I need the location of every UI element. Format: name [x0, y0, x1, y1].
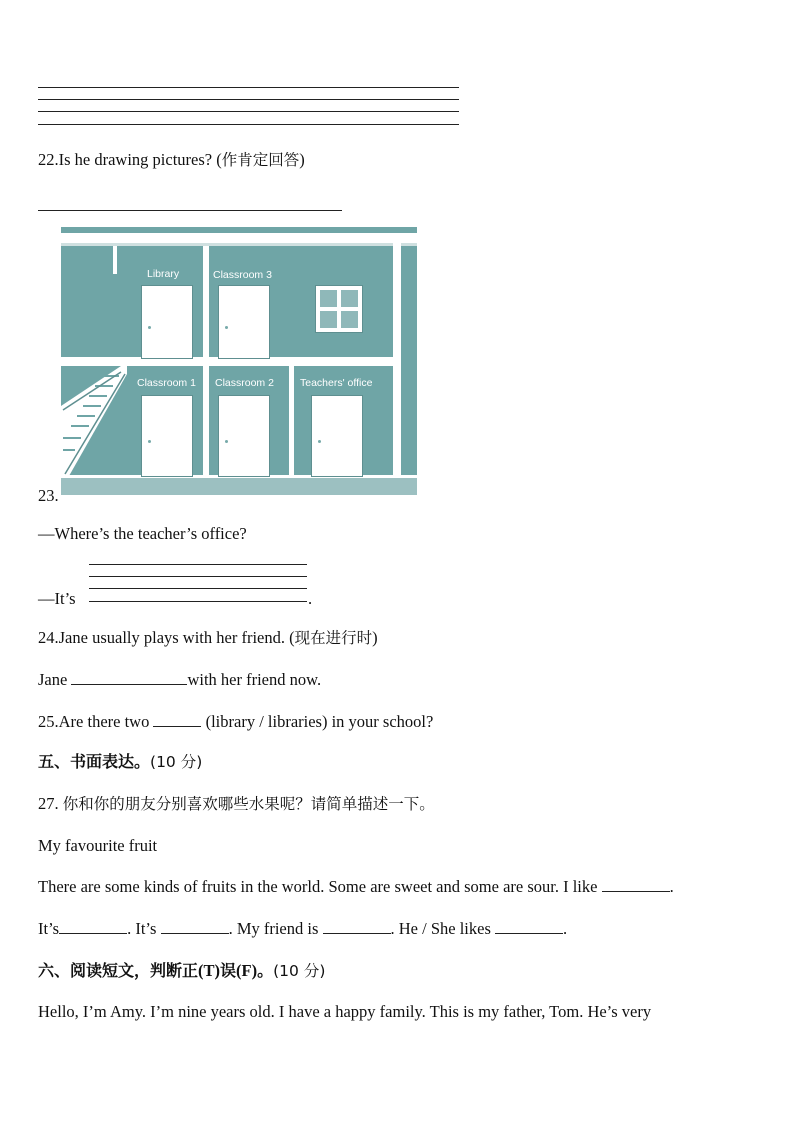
section-title-b: 误: [220, 961, 237, 980]
answer-line-23b[interactable]: [89, 576, 307, 577]
question-close: ): [372, 628, 378, 647]
answer-prefix: Jane: [38, 670, 68, 689]
label-classroom-2: Classroom 2: [215, 377, 274, 389]
question-23-text: —Where’s the teacher’s office?: [38, 524, 247, 543]
question-25: [38, 712, 433, 732]
question-text-after: (library / libraries) in your school?: [205, 712, 434, 731]
essay-line-1: [38, 877, 674, 897]
question-note: 现在进行时: [294, 629, 373, 647]
question-22: [38, 150, 305, 170]
section-6-heading: [38, 961, 325, 981]
door-teachers-office: [311, 395, 363, 477]
answer-line-2[interactable]: [38, 99, 459, 100]
answer-blank-27a[interactable]: [602, 877, 670, 892]
answer-line-3[interactable]: [38, 111, 459, 112]
answer-blank-27c[interactable]: [161, 919, 229, 934]
section-score: (10 分): [273, 962, 326, 980]
wall-divider: [203, 246, 209, 357]
question-text: Is he drawing pictures? (: [58, 150, 222, 169]
answer-23-prefix: —It’s: [38, 589, 76, 608]
label-teachers-office: Teachers' office: [300, 377, 373, 389]
essay-line-1-end: .: [669, 877, 674, 896]
essay-line-1-text: There are some kinds of fruits in the world. Some are sweet and some are sour. I like: [38, 877, 598, 896]
door-classroom-3: [218, 285, 270, 359]
answer-blank-27e[interactable]: [495, 919, 563, 934]
ground-line: [61, 475, 417, 495]
answer-suffix: with her friend now.: [187, 670, 322, 689]
wall-divider: [289, 366, 294, 476]
essay-text-b: . It’s: [127, 919, 157, 938]
question-number: 24.: [38, 628, 59, 647]
question-number: 22.: [38, 150, 59, 169]
answer-line-4[interactable]: [38, 124, 459, 125]
school-building-image: [61, 227, 417, 495]
question-24: [38, 628, 378, 648]
question-text-before: Are there two: [58, 712, 150, 731]
answer-blank-27d[interactable]: [323, 919, 391, 934]
question-text: Jane usually plays with her friend. (: [58, 628, 295, 647]
essay-text-e: .: [563, 919, 568, 938]
question-27: [38, 794, 435, 814]
essay-line-2: [38, 919, 567, 939]
answer-blank-27b[interactable]: [59, 919, 127, 934]
question-number: 25.: [38, 712, 59, 731]
question-23-number: 23.: [38, 486, 59, 505]
wall-stub: [113, 246, 117, 274]
label-library: Library: [147, 268, 180, 280]
answer-line-23d[interactable]: [89, 601, 307, 602]
answer-line-1[interactable]: [38, 87, 459, 88]
essay-text-c: . My friend is: [228, 919, 319, 938]
door-classroom-1: [141, 395, 193, 477]
answer-line-22[interactable]: [38, 210, 342, 211]
answer-23-end: .: [308, 589, 313, 608]
section-true-mark: (T): [198, 961, 221, 980]
door-library: [141, 285, 193, 359]
answer-24: [38, 670, 321, 690]
label-classroom-3: Classroom 3: [213, 269, 272, 281]
section-title-a: 六、阅读短文，判断正: [38, 961, 199, 980]
window: [315, 285, 363, 333]
answer-line-23c[interactable]: [89, 588, 307, 589]
section-false-mark: (F): [236, 961, 258, 980]
section-5-heading: [38, 752, 202, 772]
door-classroom-2: [218, 395, 270, 477]
wall-divider: [203, 366, 209, 476]
section-title-c: 。: [257, 961, 274, 980]
section-score: (10 分): [150, 753, 203, 771]
roof-trim: [61, 233, 417, 243]
right-pillar: [393, 243, 401, 495]
question-close: ): [299, 150, 305, 169]
essay-text-a: It’s: [38, 919, 60, 938]
staircase-icon: [61, 366, 131, 476]
label-classroom-1: Classroom 1: [137, 377, 196, 389]
answer-line-23a[interactable]: [89, 564, 307, 565]
question-note: 作肯定回答: [221, 151, 300, 169]
answer-blank-24[interactable]: [71, 670, 187, 685]
question-number: 27.: [38, 794, 59, 813]
answer-blank-25[interactable]: [153, 712, 201, 727]
essay-text-d: . He / She likes: [390, 919, 491, 938]
essay-heading: My favourite fruit: [38, 836, 158, 855]
passage-line-1: Hello, I’m Amy. I’m nine years old. I have a happy family. This is my father, Tom. He’s very: [38, 1002, 652, 1021]
section-title: 五、书面表达。: [38, 752, 151, 771]
question-prompt: 你和你的朋友分别喜欢哪些水果呢？请简单描述一下。: [62, 795, 435, 813]
